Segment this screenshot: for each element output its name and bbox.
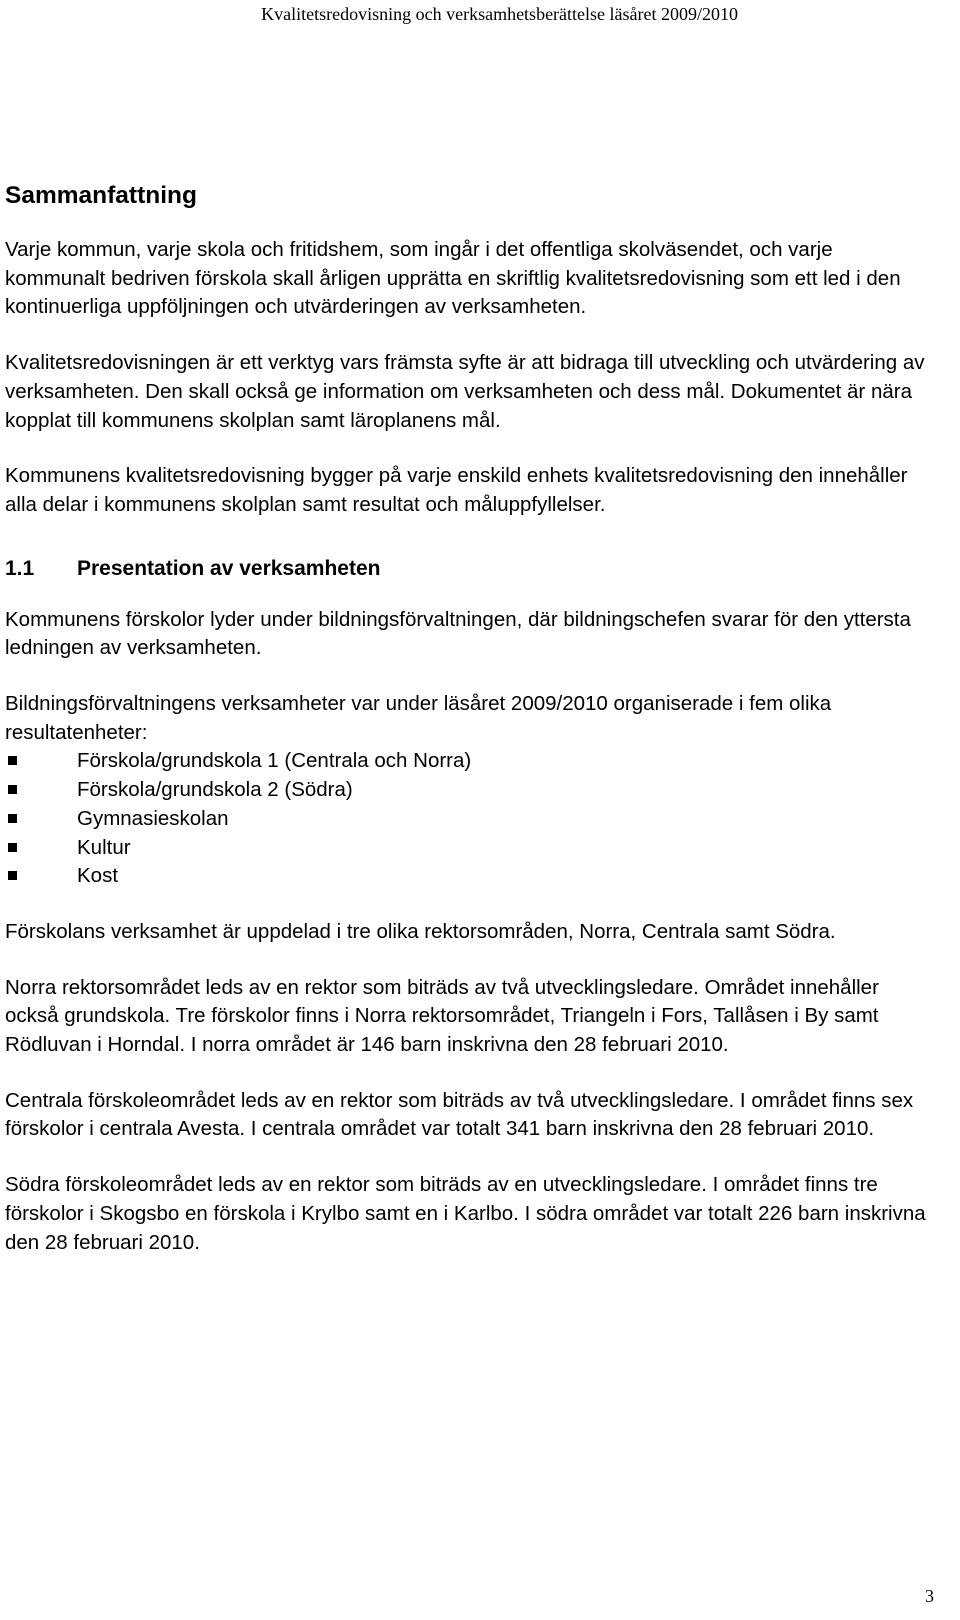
page-number: 3 xyxy=(925,1586,934,1606)
section-number: 1.1 xyxy=(5,556,35,580)
units-lead-in: Bildningsförvaltningens verksamheter var under läsåret 2009/2010 organiserade i fem olika resultatenheter: xyxy=(5,692,832,744)
list-item-text: Kultur xyxy=(77,835,131,859)
summary-paragraph: Kvalitetsredovisningen är ett verktyg vars främsta syfte är att bidraga till utveckling och utvärdering av verksamheten. Den skall också ge information om verksamheten och dess mål. Dokumentet är nära kopplat till kommunens skolplan samt läroplanens mål. xyxy=(5,351,925,432)
list-item xyxy=(5,862,935,891)
list-item-text: Gymnasieskolan xyxy=(77,806,229,830)
summary-paragraph: Kommunens kvalitetsredovisning bygger på varje enskild enhets kvalitetsredovisning den innehåller alla delar i kommunens skolplan samt resultat och måluppfyllelser. xyxy=(5,464,908,516)
list-item xyxy=(5,805,935,834)
list-item-text: Förskola/grundskola 2 (Södra) xyxy=(77,778,353,802)
square-bullet-icon xyxy=(8,756,17,765)
square-bullet-icon xyxy=(8,814,17,823)
list-item xyxy=(5,776,935,805)
section-paragraph: Norra rektorsområdet leds av en rektor som biträds av två utvecklingsledare. Området innehåller också grundskola. Tre förskolor finns i Norra rektorsområdet, Triangeln i Fors, Tallåsen i By samt Rödluvan i Horndal. I norra området är 146 barn inskrivna den 28 februari 2010. xyxy=(5,975,879,1057)
document-body xyxy=(5,178,935,1284)
square-bullet-icon xyxy=(8,871,17,880)
square-bullet-icon xyxy=(8,785,17,794)
section-paragraph: Förskolans verksamhet är uppdelad i tre olika rektorsområden, Norra, Centrala samt Södra. xyxy=(5,919,836,943)
units-list xyxy=(5,747,935,891)
list-item xyxy=(5,747,935,776)
list-item-text: Kost xyxy=(77,864,119,888)
list-item xyxy=(5,834,935,863)
section-paragraph: Centrala förskoleområdet leds av en rektor som biträds av två utvecklingsledare. I området finns sex förskolor i centrala Avesta. I centrala området var totalt 341 barn inskrivna den 28 februari 2010. xyxy=(5,1088,914,1141)
list-item-text: Förskola/grundskola 1 (Centrala och Norra) xyxy=(77,749,472,773)
summary-paragraph: Varje kommun, varje skola och fritidshem, som ingår i det offentliga skolväsendet, och varje kommunalt bedriven förskola skall årligen upprätta en skriftlig kvalitetsredovisning som ett led i den kontinuerliga uppföljningen och utvärderingen av verksamheten. xyxy=(5,238,901,319)
section-title: Presentation av verksamheten xyxy=(77,556,381,580)
square-bullet-icon xyxy=(8,843,17,852)
section-heading xyxy=(5,554,935,584)
running-header: Kvalitetsredovisning och verksamhetsberättelse läsåret 2009/2010 xyxy=(261,4,738,24)
summary-heading: Sammanfattning xyxy=(5,182,197,209)
section-paragraph: Södra förskoleområdet leds av en rektor som biträds av en utvecklingsledare. I området finns tre förskolor i Skogsbo en förskola i Krylbo samt en i Karlbo. I södra området var totalt 226 barn inskrivna den 28 februari 2010. xyxy=(5,1173,926,1254)
section-intro: Kommunens förskolor lyder under bildningsförvaltningen, där bildningschefen svarar för den yttersta ledningen av verksamheten. xyxy=(5,607,911,660)
